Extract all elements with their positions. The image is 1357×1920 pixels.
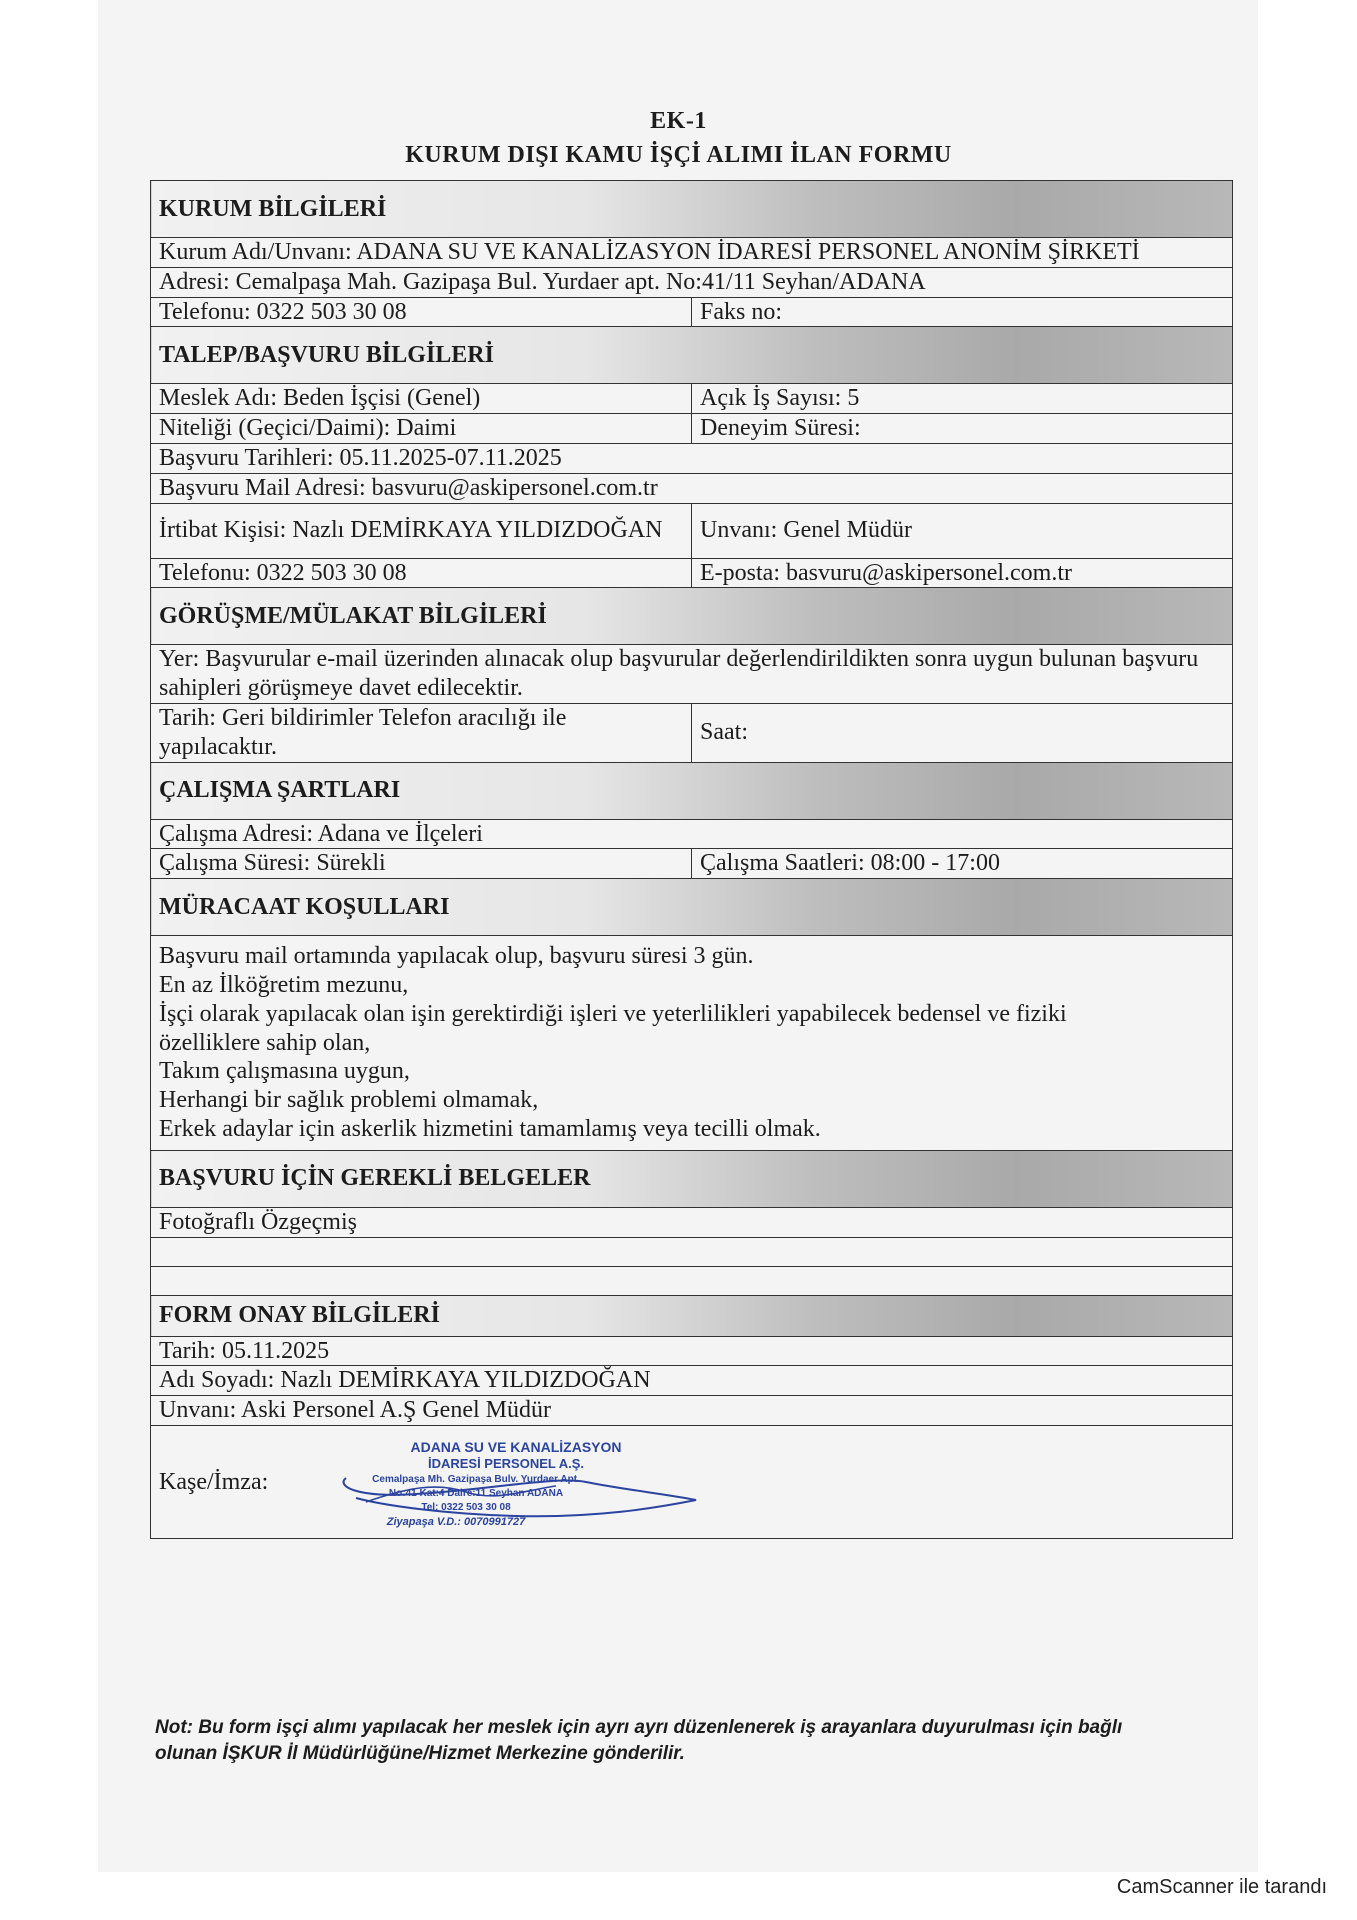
footer-note: Not: Bu form işçi alımı yapılacak her meslek için ayrı ayrı düzenlenerek iş arayanlara duyurulması için bağlı olunan İŞKUR İl Müdürlüğüne/Hizmet Merkezine gönderilir.	[155, 1717, 1123, 1764]
job-nature: Niteliği (Geçici/Daimi): Daimi	[151, 414, 692, 444]
stamp-line: Cemalpaşa Mh. Gazipaşa Bulv. Yurdaer Apt.	[372, 1473, 580, 1485]
scanner-watermark: CamScanner ile tarandı	[1116, 1876, 1327, 1898]
institution-address: Adresi: Cemalpaşa Mah. Gazipaşa Bul. Yurdaer apt. No:41/11 Seyhan/ADANA	[151, 267, 1233, 297]
required-document-empty	[151, 1266, 1233, 1295]
condition-line: İşçi olarak yapılacak olan işin gerektirdiği işleri ve yeterlilikleri yapabilecek bedensel ve fiziki	[159, 1000, 1067, 1027]
experience-duration: Deneyim Süresi:	[692, 414, 1233, 444]
annex-label: EK-1	[650, 108, 707, 134]
work-duration: Çalışma Süresi: Sürekli	[151, 849, 692, 879]
institution-fax: Faks no:	[692, 297, 1233, 327]
section-talep-title: TALEP/BAŞVURU BİLGİLERİ	[151, 327, 1233, 384]
condition-line: En az İlköğretim mezunu,	[159, 971, 409, 998]
profession-name: Meslek Adı: Beden İşçisi (Genel)	[151, 384, 692, 414]
contact-phone: Telefonu: 0322 503 30 08	[151, 558, 692, 588]
required-document: Fotoğraflı Özgeçmiş	[151, 1207, 1233, 1237]
stamp-signature-cell	[151, 1425, 1233, 1538]
condition-line: Takım çalışmasına uygun,	[159, 1058, 410, 1085]
section-belgeler-title: BAŞVURU İÇİN GEREKLİ BELGELER	[151, 1150, 1233, 1207]
interview-place: Yer: Başvurular e-mail üzerinden alınacak olup başvurular değerlendirildikten sonra uygun bulunan başvuru sahipleri görüşmeye davet edilecektir.	[151, 645, 1233, 704]
institution-phone: Telefonu: 0322 503 30 08	[151, 297, 692, 327]
contact-title: Unvanı: Genel Müdür	[692, 503, 1233, 558]
section-onay-title: FORM ONAY BİLGİLERİ	[151, 1295, 1233, 1336]
stamp-line: Ziyapaşa V.D.: 0070991727	[386, 1515, 526, 1528]
announcement-form	[150, 180, 1233, 1539]
interview-date: Tarih: Geri bildirimler Telefon aracılığı ile yapılacaktır.	[151, 703, 692, 762]
interview-time: Saat:	[692, 703, 1233, 762]
stamp-line: Tel: 0322 503 30 08	[421, 1501, 511, 1513]
application-mail: Başvuru Mail Adresi: basvuru@askipersonel.com.tr	[151, 473, 1233, 503]
institution-name: Kurum Adı/Unvanı: ADANA SU VE KANALİZASYON İDARESİ PERSONEL ANONİM ŞİRKETİ	[151, 238, 1233, 268]
stamp-line: No:41 Kat:4 Daire:11 Seyhan ADANA	[388, 1487, 564, 1499]
section-calisma-title: ÇALIŞMA ŞARTLARI	[151, 762, 1233, 819]
stamp-label: Kaşe/İmza:	[159, 1468, 269, 1495]
required-document-empty	[151, 1237, 1233, 1266]
condition-line: Herhangi bir sağlık problemi olmamak,	[159, 1087, 539, 1114]
section-kurum-title: KURUM BİLGİLERİ	[151, 181, 1233, 238]
company-stamp-seal	[326, 1436, 706, 1536]
condition-line: Erkek adaylar için askerlik hizmetini tamamlamış veya tecilli olmak.	[159, 1115, 821, 1142]
stamp-line: ADANA SU VE KANALİZASYON	[410, 1438, 622, 1455]
form-title: KURUM DIŞI KAMU İŞÇİ ALIMI İLAN FORMU	[405, 142, 952, 168]
section-gorusme-title: GÖRÜŞME/MÜLAKAT BİLGİLERİ	[151, 588, 1233, 645]
work-address: Çalışma Adresi: Adana ve İlçeleri	[151, 819, 1233, 849]
stamp-line: İDARESİ PERSONEL A.Ş.	[427, 1455, 585, 1471]
approval-name: Adı Soyadı: Nazlı DEMİRKAYA YILDIZDOĞAN	[151, 1366, 1233, 1396]
approval-title: Unvanı: Aski Personel A.Ş Genel Müdür	[151, 1396, 1233, 1426]
approval-date: Tarih: 05.11.2025	[151, 1336, 1233, 1366]
section-muracaat-title: MÜRACAAT KOŞULLARI	[151, 879, 1233, 936]
work-hours: Çalışma Saatleri: 08:00 - 17:00	[692, 849, 1233, 879]
condition-line: özelliklere sahip olan,	[159, 1029, 371, 1056]
contact-person: İrtibat Kişisi: Nazlı DEMİRKAYA YILDIZDOĞAN	[151, 503, 692, 558]
condition-line: Başvuru mail ortamında yapılacak olup, başvuru süresi 3 gün.	[159, 943, 754, 970]
contact-email: E-posta: basvuru@askipersonel.com.tr	[692, 558, 1233, 588]
application-conditions	[151, 936, 1233, 1151]
open-positions: Açık İş Sayısı: 5	[692, 384, 1233, 414]
application-dates: Başvuru Tarihleri: 05.11.2025-07.11.2025	[151, 443, 1233, 473]
